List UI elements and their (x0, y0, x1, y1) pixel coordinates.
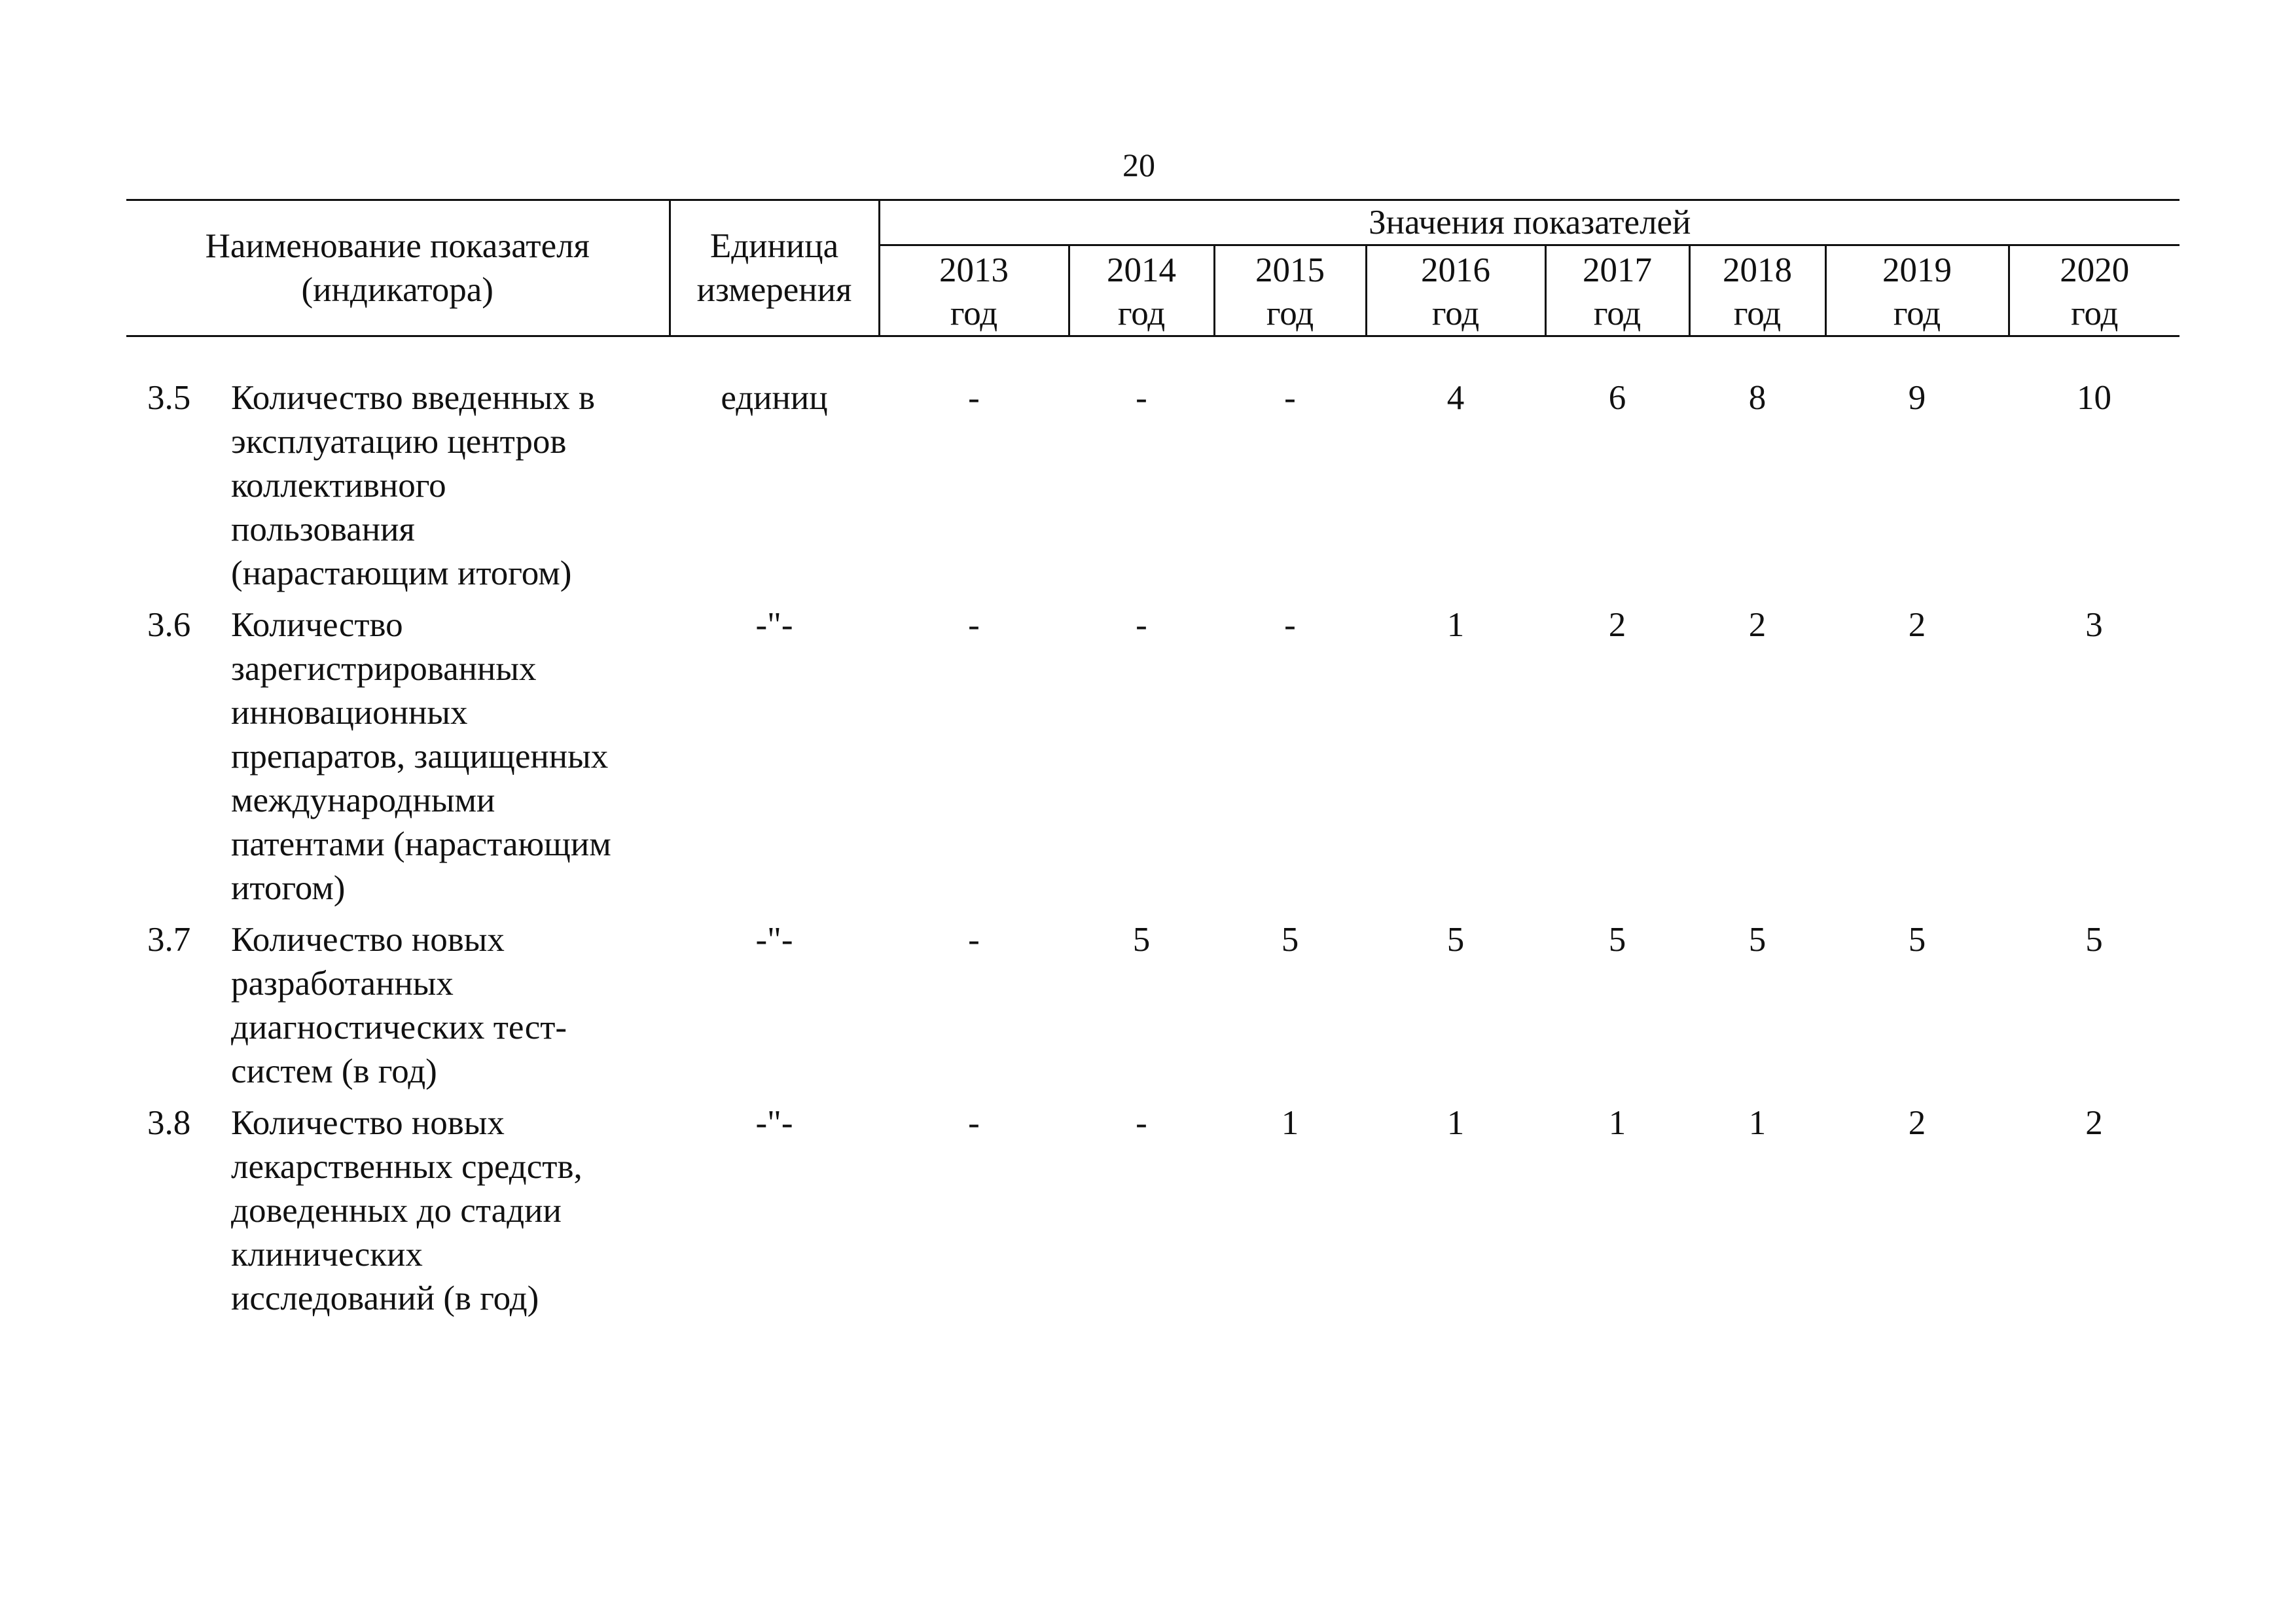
header-year-2019 (1825, 245, 2009, 336)
header-unit (670, 200, 879, 336)
value-2016: 1 (1446, 1104, 1465, 1142)
value-2015: - (1284, 606, 1296, 644)
value-2017: 5 (1608, 921, 1626, 959)
row-unit: -"- (755, 921, 793, 959)
description-line: (нарастающим итогом) (231, 554, 572, 592)
year-label: 2019 (1882, 251, 1952, 289)
row-unit: -"- (755, 606, 793, 644)
description-line: Количество (231, 606, 403, 644)
value-2018: 1 (1748, 1104, 1767, 1142)
table-row (126, 918, 2179, 1101)
header-indicator-name (126, 200, 670, 336)
row-description (231, 1101, 670, 1329)
header-year-2015 (1214, 245, 1366, 336)
year-word: год (1893, 294, 1941, 332)
year-word: год (1117, 294, 1166, 332)
year-word: год (1593, 294, 1641, 332)
row-number: 3.7 (147, 921, 191, 959)
year-label: 2018 (1723, 251, 1792, 289)
year-word: год (1733, 294, 1782, 332)
description-line: препаратов, защищенных (231, 738, 609, 776)
year-word: год (950, 294, 998, 332)
indicators-table-wrap (126, 199, 2179, 1329)
value-2014: 5 (1132, 921, 1151, 959)
value-2013: - (968, 606, 980, 644)
table-row (126, 376, 2179, 603)
table-spacer-row (126, 336, 2179, 377)
indicators-table (126, 199, 2179, 1329)
value-2020: 2 (2085, 1104, 2103, 1142)
header-name-line1: Наименование показателя (205, 226, 590, 265)
description-line: Количество введенных в (231, 379, 596, 417)
header-year-2017 (1545, 245, 1689, 336)
year-label: 2020 (2060, 251, 2130, 289)
value-2018: 8 (1748, 379, 1767, 417)
table-row (126, 603, 2179, 918)
description-line: систем (в год) (231, 1052, 437, 1090)
header-values-title: Значения показателей (879, 200, 2179, 245)
value-2019: 2 (1908, 606, 1926, 644)
value-2017: 2 (1608, 606, 1626, 644)
value-2016: 1 (1446, 606, 1465, 644)
row-description (231, 603, 670, 918)
value-2013: - (968, 379, 980, 417)
row-description (231, 376, 670, 603)
description-line: доведенных до стадии (231, 1192, 562, 1230)
year-label: 2015 (1255, 251, 1325, 289)
value-2014: - (1136, 606, 1147, 644)
header-year-2018 (1689, 245, 1825, 336)
header-year-2020 (2009, 245, 2179, 336)
table-row (126, 1101, 2179, 1329)
description-line: патентами (нарастающим (231, 825, 611, 863)
description-line: исследований (в год) (231, 1279, 539, 1317)
description-line: Количество новых (231, 1104, 505, 1142)
description-line: разработанных (231, 965, 454, 1003)
description-line: Количество новых (231, 921, 505, 959)
header-year-2016 (1366, 245, 1545, 336)
value-2020: 10 (2077, 379, 2112, 417)
table-body (126, 336, 2179, 1329)
value-2016: 5 (1446, 921, 1465, 959)
value-2019: 5 (1908, 921, 1926, 959)
value-2020: 3 (2085, 606, 2103, 644)
row-description (231, 918, 670, 1101)
value-2017: 6 (1608, 379, 1626, 417)
value-2016: 4 (1446, 379, 1465, 417)
row-unit: -"- (755, 1104, 793, 1142)
value-2013: - (968, 921, 980, 959)
header-year-2014 (1069, 245, 1214, 336)
year-word: год (1431, 294, 1480, 332)
value-2017: 1 (1608, 1104, 1626, 1142)
value-2015: 5 (1281, 921, 1299, 959)
row-unit: единиц (721, 379, 828, 417)
value-2019: 2 (1908, 1104, 1926, 1142)
value-2014: - (1136, 1104, 1147, 1142)
year-label: 2013 (939, 251, 1009, 289)
description-line: коллективного (231, 467, 446, 505)
description-line: лекарственных средств, (231, 1148, 583, 1186)
row-number: 3.6 (147, 606, 191, 644)
value-2013: - (968, 1104, 980, 1142)
year-word: год (2071, 294, 2119, 332)
page-number: 20 (1122, 147, 1155, 183)
row-number: 3.5 (147, 379, 191, 417)
value-2014: - (1136, 379, 1147, 417)
description-line: зарегистрированных (231, 650, 537, 688)
description-line: эксплуатацию центров (231, 423, 567, 461)
row-number: 3.8 (147, 1104, 191, 1142)
year-label: 2017 (1583, 251, 1652, 289)
description-line: инновационных (231, 694, 468, 732)
header-name-line2: (индикатора) (301, 270, 493, 309)
table-header (126, 200, 2179, 336)
header-unit-line2: измерения (696, 270, 852, 309)
description-line: итогом) (231, 869, 346, 907)
description-line: международными (231, 781, 495, 819)
description-line: клинических (231, 1236, 423, 1274)
spacer-cell (126, 336, 2179, 377)
value-2019: 9 (1908, 379, 1926, 417)
value-2018: 5 (1748, 921, 1767, 959)
year-word: год (1266, 294, 1314, 332)
header-year-2013 (879, 245, 1069, 336)
year-label: 2016 (1421, 251, 1490, 289)
value-2018: 2 (1748, 606, 1767, 644)
value-2015: 1 (1281, 1104, 1299, 1142)
value-2015: - (1284, 379, 1296, 417)
value-2020: 5 (2085, 921, 2103, 959)
year-label: 2014 (1107, 251, 1176, 289)
description-line: пользования (231, 510, 415, 548)
header-unit-line1: Единица (709, 226, 839, 265)
description-line: диагностических тест- (231, 1008, 567, 1046)
